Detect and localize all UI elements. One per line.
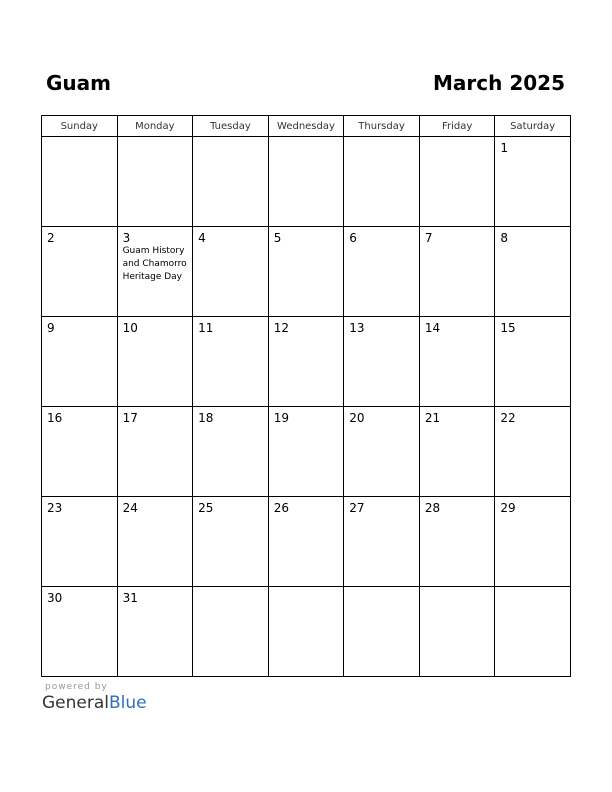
day-cell — [42, 227, 118, 317]
day-cell — [344, 317, 420, 407]
day-cell — [117, 587, 193, 677]
weekday-header: Friday — [419, 116, 495, 137]
day-number: 5 — [273, 231, 282, 245]
week-row — [42, 317, 571, 407]
day-cell — [193, 407, 269, 497]
calendar-country-title: Guam — [46, 71, 111, 95]
week-row — [42, 407, 571, 497]
weekday-header: Saturday — [495, 116, 571, 137]
day-cell — [495, 497, 571, 587]
day-cell — [42, 137, 118, 227]
day-cell — [117, 497, 193, 587]
day-cell — [419, 407, 495, 497]
day-cell — [268, 407, 344, 497]
powered-by-text: powered by — [45, 682, 108, 692]
day-number: 24 — [122, 501, 138, 515]
day-number: 10 — [122, 321, 138, 335]
day-number: 14 — [424, 321, 441, 335]
calendar-grid — [41, 115, 571, 677]
day-cell — [419, 227, 495, 317]
day-cell — [193, 317, 269, 407]
day-cell — [344, 227, 420, 317]
day-number: 29 — [500, 501, 516, 515]
week-row — [42, 137, 571, 227]
day-number: 15 — [500, 321, 516, 335]
day-number: 25 — [198, 501, 214, 515]
day-number: 19 — [273, 411, 289, 425]
weekday-header: Monday — [117, 116, 193, 137]
day-cell — [344, 407, 420, 497]
day-number: 26 — [273, 501, 289, 515]
day-cell — [419, 497, 495, 587]
day-cell — [193, 137, 269, 227]
weekday-header: Wednesday — [268, 116, 344, 137]
day-number: 28 — [424, 501, 441, 515]
generalblue-logo[interactable] — [42, 693, 147, 713]
day-number: 20 — [349, 411, 365, 425]
day-cell — [344, 587, 420, 677]
day-number: 4 — [198, 231, 206, 245]
day-number: 2 — [47, 231, 55, 245]
day-cell — [495, 137, 571, 227]
week-row — [42, 587, 571, 677]
day-number: 7 — [424, 231, 433, 245]
day-number: 27 — [349, 501, 365, 515]
day-cell — [344, 497, 420, 587]
day-cell — [117, 137, 193, 227]
weekday-header: Tuesday — [193, 116, 269, 137]
day-cell — [419, 137, 495, 227]
day-cell — [419, 317, 495, 407]
week-row — [42, 227, 571, 317]
day-cell — [42, 497, 118, 587]
weekday-header-row — [42, 116, 571, 137]
day-number: 16 — [47, 411, 63, 425]
day-number: 30 — [47, 591, 63, 605]
brand-text-blue: Blue — [109, 693, 147, 713]
day-cell — [193, 227, 269, 317]
day-cell — [268, 497, 344, 587]
day-cell — [42, 317, 118, 407]
day-number: 6 — [349, 231, 357, 245]
day-number: 22 — [500, 411, 516, 425]
week-row — [42, 497, 571, 587]
day-cell — [495, 227, 571, 317]
holiday-label: Guam History and Chamorro Heritage Day — [122, 246, 187, 282]
day-cell — [419, 587, 495, 677]
day-cell — [193, 497, 269, 587]
day-cell — [268, 227, 344, 317]
day-number: 21 — [424, 411, 441, 425]
day-cell — [268, 137, 344, 227]
day-number: 1 — [500, 141, 509, 155]
weekday-header: Thursday — [344, 116, 420, 137]
day-cell — [193, 587, 269, 677]
calendar-month-title: March 2025 — [433, 71, 565, 95]
day-cell — [344, 137, 420, 227]
day-number: 31 — [122, 591, 138, 605]
day-cell — [268, 317, 344, 407]
day-number: 12 — [273, 321, 289, 335]
brand-text-general: General — [42, 693, 109, 713]
day-number: 8 — [500, 231, 509, 245]
day-cell — [42, 407, 118, 497]
day-number: 9 — [47, 321, 55, 335]
day-cell — [495, 587, 571, 677]
day-cell — [117, 407, 193, 497]
day-cell — [495, 317, 571, 407]
weekday-header: Sunday — [42, 116, 118, 137]
day-number: 13 — [349, 321, 365, 335]
day-cell — [42, 587, 118, 677]
day-cell — [268, 587, 344, 677]
day-number: 18 — [198, 411, 214, 425]
day-number: 11 — [198, 321, 214, 335]
day-cell — [495, 407, 571, 497]
day-cell — [117, 317, 193, 407]
day-number: 3 — [122, 231, 131, 245]
day-cell — [117, 227, 193, 317]
day-number: 23 — [47, 501, 63, 515]
day-number: 17 — [122, 411, 138, 425]
